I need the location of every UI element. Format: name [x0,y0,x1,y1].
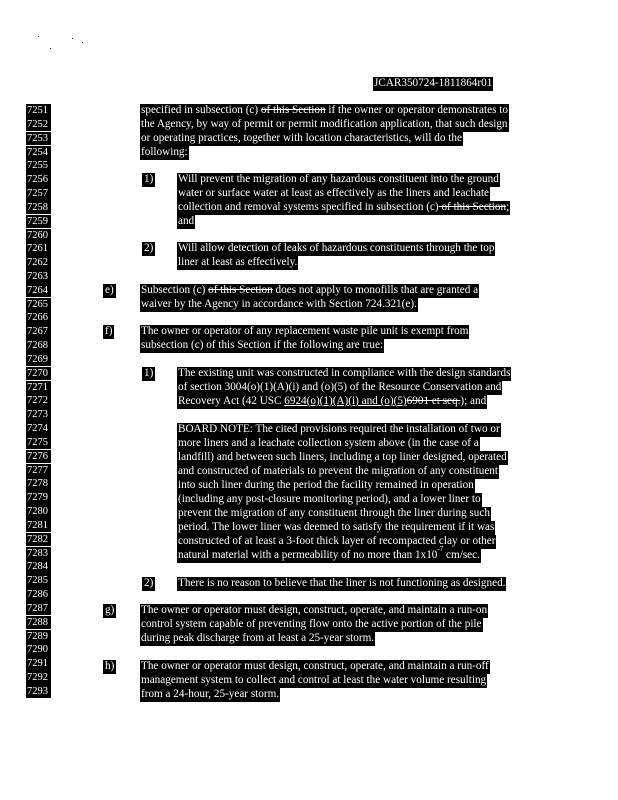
line-number: 7262 [26,256,51,270]
text-line: during peak discharge from at least a 25-year storm. [141,632,375,644]
line-number: 7287 [26,602,51,616]
board-note-line: into such liner during the period the facility remained in operation [178,479,474,491]
line-number: 7278 [26,477,51,491]
text-line: subsection (c) of this Section if the following are true: [141,339,384,351]
line-number: 7291 [26,657,51,671]
line-number: 7274 [26,422,51,436]
text-line: Will prevent the migration of any hazardous constituent into the ground [178,173,499,185]
line-number: 7253 [26,132,51,146]
line-number: 7257 [26,187,51,201]
text-line: The owner or operator must design, construct, operate, and maintain a run-off [141,660,489,672]
board-note-line: prevent the migration of any constituent through the liner during such [178,507,490,519]
line-number: 7256 [26,173,51,187]
board-note-line: natural material with a permeability of no more than $1x10^{-7}$ cm/sec. [178,545,480,561]
line-number: 7251 [26,104,51,118]
line-number: 7272 [26,394,51,408]
line-number: 7280 [26,505,51,519]
board-note-line: more liners and a leachate collection system above (in the case of a [178,437,479,449]
text-line: collection and removal systems specified in subsection (c) of this Section; [178,201,510,213]
text-line: waiver by the Agency in accordance with Section 724.321(e). [141,298,417,310]
line-number: 7254 [26,146,51,160]
line-number: 7277 [26,464,51,478]
line-number: 7252 [26,118,51,132]
text-line: following: [141,146,188,158]
line-number: 7264 [26,284,51,298]
text-line: water or surface water at least as effectively as the liners and leachate [178,187,490,199]
line-number: 7286 [26,588,51,602]
line-number: 7293 [26,685,51,699]
line-number: 7265 [26,298,51,312]
line-number: 7258 [26,201,51,215]
line-number: 7284 [26,560,51,574]
text-line: The owner or operator of any replacement waste pile unit is exempt from [141,325,469,337]
item-label: 2) [144,242,154,254]
subsection-label: f) [105,325,113,337]
text-line: Subsection (c) of this Section does not apply to monofills that are granted a [141,284,479,296]
line-number: 7289 [26,630,51,644]
board-note-line: BOARD NOTE: The cited provisions required the installation of two or [178,423,500,435]
board-note-line: constructed of at least a 3-foot thick layer of recompacted clay or other [178,535,496,547]
item-label: 1) [144,367,154,379]
text-line: Will allow detection of leaks of hazardous constituents through the top [178,242,495,254]
line-number: 7273 [26,408,51,422]
text-line: control system capable of preventing flow onto the active portion of the pile [141,618,482,630]
text-line: and [178,215,195,227]
board-note-line: landfill) and between such liners, including a top liner designed, operated [178,451,507,463]
text-line: There is no reason to believe that the liner is not functioning as designed. [178,577,506,589]
line-number: 7269 [26,353,51,367]
board-note-line: and constructed of materials to prevent the migration of any constituent [178,465,498,477]
document-id-header: JCAR350724-1811864r01 [374,77,493,89]
line-number: 7271 [26,381,51,395]
text-line: specified in subsection (c) of this Section if the owner or operator demonstrates to [141,104,508,116]
text-line: of section 3004(o)(1)(A)(i) and (o)(5) of the Resource Conservation and [178,381,502,393]
line-number: 7266 [26,311,51,325]
line-number: 7267 [26,325,51,339]
line-number: 7276 [26,450,51,464]
subsection-label: g) [105,604,115,616]
line-number: 7263 [26,270,51,284]
board-note-line: period. The lower liner was deemed to satisfy the requirement if it was [178,521,495,533]
scan-specks [34,34,94,54]
line-number: 7283 [26,547,51,561]
item-label: 2) [144,577,154,589]
line-number: 7270 [26,367,51,381]
line-number: 7261 [26,242,51,256]
line-number: 7260 [26,229,51,243]
line-number: 7282 [26,533,51,547]
board-note-line: (including any post-closure monitoring period), and a lower liner to [178,493,481,505]
subsection-label: e) [105,284,114,296]
line-number: 7290 [26,643,51,657]
line-number: 7279 [26,491,51,505]
text-line: management system to collect and control at least the water volume resulting [141,674,487,686]
line-number: 7275 [26,436,51,450]
text-line: from a 24-hour, 25-year storm. [141,688,280,700]
line-number: 7281 [26,519,51,533]
line-number: 7268 [26,339,51,353]
text-line: Recovery Act (42 USC 6924(o)(1)(A)(i) and (o)(5)6901 et seq.); and [178,395,487,407]
text-line: liner at least as effectively. [178,256,298,268]
text-line: the Agency, by way of permit or permit modification application, that such design [141,118,508,130]
line-number: 7292 [26,671,51,685]
line-number: 7255 [26,159,51,173]
line-number: 7285 [26,574,51,588]
line-number: 7259 [26,215,51,229]
subsection-label: h) [105,660,115,672]
line-number: 7288 [26,616,51,630]
text-line: The existing unit was constructed in compliance with the design standards [178,367,511,379]
item-label: 1) [144,173,154,185]
text-line: or operating practices, together with location characteristics, will do the [141,132,462,144]
text-line: The owner or operator must design, construct, operate, and maintain a run-on [141,604,488,616]
